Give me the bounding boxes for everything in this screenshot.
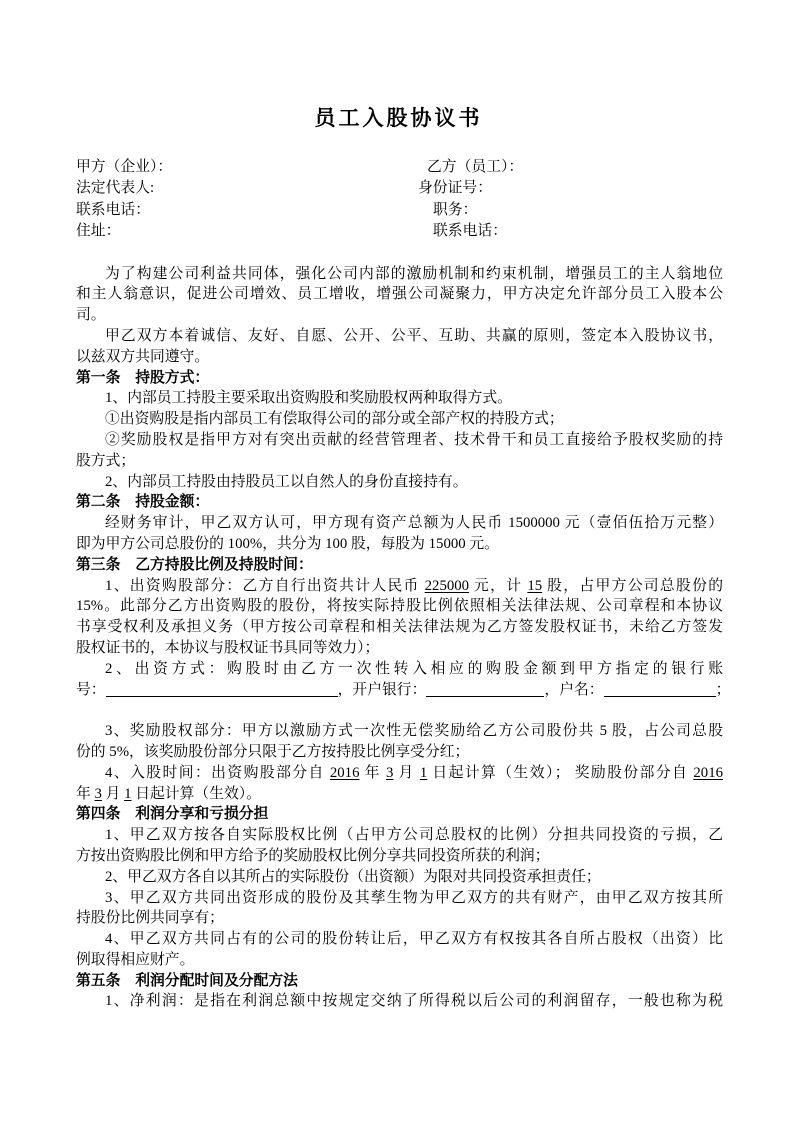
reward-start-year: 2016	[693, 764, 723, 781]
text-segment: 4、入股时间：出资购股部分自	[105, 764, 330, 781]
party-info	[76, 157, 726, 242]
position-label: 职务：	[433, 201, 478, 218]
purchase-shares: 15	[527, 577, 543, 594]
intro-paragraph-2	[76, 326, 723, 368]
article-2	[76, 492, 723, 554]
party-row	[76, 200, 726, 221]
text-segment: ；	[715, 681, 731, 698]
article-3	[76, 555, 731, 805]
text-segment: 日起计算（生效）； 奖励股份部分自	[427, 764, 694, 781]
text-segment: 股，占甲方公司总股份的	[542, 577, 723, 594]
text-segment: 月	[393, 764, 420, 781]
text-line: 股方式；	[76, 452, 136, 469]
address-label: 住址：	[76, 222, 121, 239]
text-line: 2、甲乙双方各自以其所占的实际股份（出资额）为限对共同投资承担责任；	[105, 868, 601, 885]
text-line: ②奖励股权是指甲方对有突出贡献的经营管理者、技术骨干和员工直接给予股权奖励的持	[105, 431, 723, 448]
article-3-heading: 第三条 乙方持股比例及持股时间：	[76, 556, 313, 573]
text-line: 2、内部员工持股由持股员工以自然人的身份直接持有。	[105, 473, 468, 490]
article-2-heading: 第二条 持股金额：	[76, 494, 210, 511]
text-segment: 月	[101, 785, 125, 802]
party-a-phone-label: 联系电话：	[76, 201, 150, 218]
party-row	[76, 221, 726, 242]
purchase-start-year: 2016	[329, 764, 360, 781]
account-holder-blank	[604, 682, 716, 697]
text-line: 3、甲乙双方共同出资形成的股份及其孳生物为甲乙双方的共有财产，由甲乙双方按其所	[105, 889, 723, 906]
article-1-heading: 第一条 持股方式：	[76, 369, 210, 386]
party-b-phone-label: 联系电话：	[433, 222, 507, 239]
article-5-heading: 第五条 利润分配时间及分配方法	[76, 972, 298, 989]
reward-start-day: 1	[124, 785, 132, 802]
account-holder-label: ，户名：	[544, 681, 604, 698]
text-line: 为了构建公司利益共同体，强化公司内部的激励机制和约束机制，增强员工的主人翁地位	[105, 265, 723, 282]
party-row	[76, 178, 726, 199]
document-title: 员工入股协议书	[314, 106, 483, 130]
text-line: 1、甲乙双方按各自实际股权比例（占甲方公司总股权的比例）分担共同投资的亏损，乙	[105, 827, 723, 844]
purchase-amount: 225000	[424, 577, 470, 594]
article-4	[76, 804, 723, 970]
blank-line	[76, 700, 723, 721]
party-a-label: 甲方（企业）：	[76, 159, 173, 175]
bank-info-line	[76, 680, 731, 701]
text-line: 2、出资方式：购股时由乙方一次性转入相应的购股金额到甲方指定的银行账	[105, 660, 723, 677]
text-line	[76, 576, 723, 597]
party-row	[76, 157, 726, 178]
purchase-start-day: 1	[419, 764, 428, 781]
text-line: 甲乙双方本着诚信、友好、自愿、公开、公平、互助、共赢的原则，签定本入股协议书，	[105, 327, 723, 344]
party-b-label: 乙方（员工）：	[427, 159, 524, 175]
text-segment: 1、出资购股部分：乙方自行出资共计人民币	[105, 577, 425, 594]
text-line: 方按出资购股比例和甲方给予的奖励股权比例分享共同投资所获的利润；	[76, 847, 550, 864]
text-line: 15%。此部分乙方出资购股的股份，将按实际持股比例依照相关法律法规、公司章程和本协议	[76, 598, 723, 615]
text-line: 例取得相应财产。	[76, 951, 195, 968]
id-number-label: 身份证号：	[418, 180, 492, 197]
text-line: 1、内部员工持股主要采取出资购股和奖励股权两种取得方式。	[105, 390, 512, 407]
bank-name-blank	[426, 682, 544, 697]
legal-representative-label: 法定代表人:	[76, 180, 155, 197]
text-line: 即为甲方公司总股份的 100%，共分为 100 股，每股为 15000 元。	[76, 535, 499, 552]
agreement-body	[76, 264, 731, 1013]
text-line: 书享受权利及承担义务（甲方按公司章程和相关法律法规为乙方签发股权证书，未给乙方签发	[76, 619, 723, 636]
text-line: 1、净利润：是指在利润总额中按规定交纳了所得税以后公司的利润留存，一般也称为税	[105, 993, 723, 1010]
text-segment: 日起计算（生效）。	[131, 785, 261, 802]
text-segment: 年	[76, 785, 95, 802]
text-segment: 年	[359, 764, 386, 781]
text-line: 经财务审计，甲乙双方认可，甲方现有资产总额为人民币 1500000 元（壹佰伍拾万元整）	[105, 515, 723, 532]
text-line: 和主人翁意识，促进公司增效、员工增收，增强公司凝聚力，甲方决定允许部分员工入股本公	[76, 286, 723, 303]
account-number-blank	[106, 682, 338, 697]
text-segment: 元，计	[469, 577, 528, 594]
reward-start-month: 3	[94, 785, 102, 802]
text-line: 股权证书的，本协议与股权证书具同等效力）；	[76, 639, 380, 656]
article-1	[76, 368, 723, 493]
text-line: 司。	[76, 307, 106, 324]
text-line: 持股份比例共同享有；	[76, 910, 224, 927]
text-line: 3、奖励股权部分：甲方以激励方式一次性无偿奖励给乙方公司股份共 5 股，占公司总股	[105, 723, 723, 740]
text-line: 以兹双方共同遵守。	[76, 348, 210, 365]
purchase-start-month: 3	[385, 764, 394, 781]
text-line	[76, 784, 723, 805]
text-line	[76, 763, 723, 784]
bank-name-label: ，开户银行：	[337, 681, 427, 698]
intro-paragraph-1	[76, 264, 723, 326]
article-4-heading: 第四条 利润分享和亏损分担	[76, 806, 269, 823]
account-number-label: 号：	[76, 681, 106, 698]
text-line: 4、甲乙双方共同占有的公司的股份转让后，甲乙双方有权按其各自所占股权（出资）比	[105, 931, 723, 948]
text-line: 份的 5%，该奖励股份部分只限于乙方按持股比例享受分红；	[76, 743, 470, 760]
text-line: ①出资购股是指内部员工有偿取得公司的部分或全部产权的持股方式；	[105, 411, 564, 428]
article-5	[76, 971, 723, 1013]
